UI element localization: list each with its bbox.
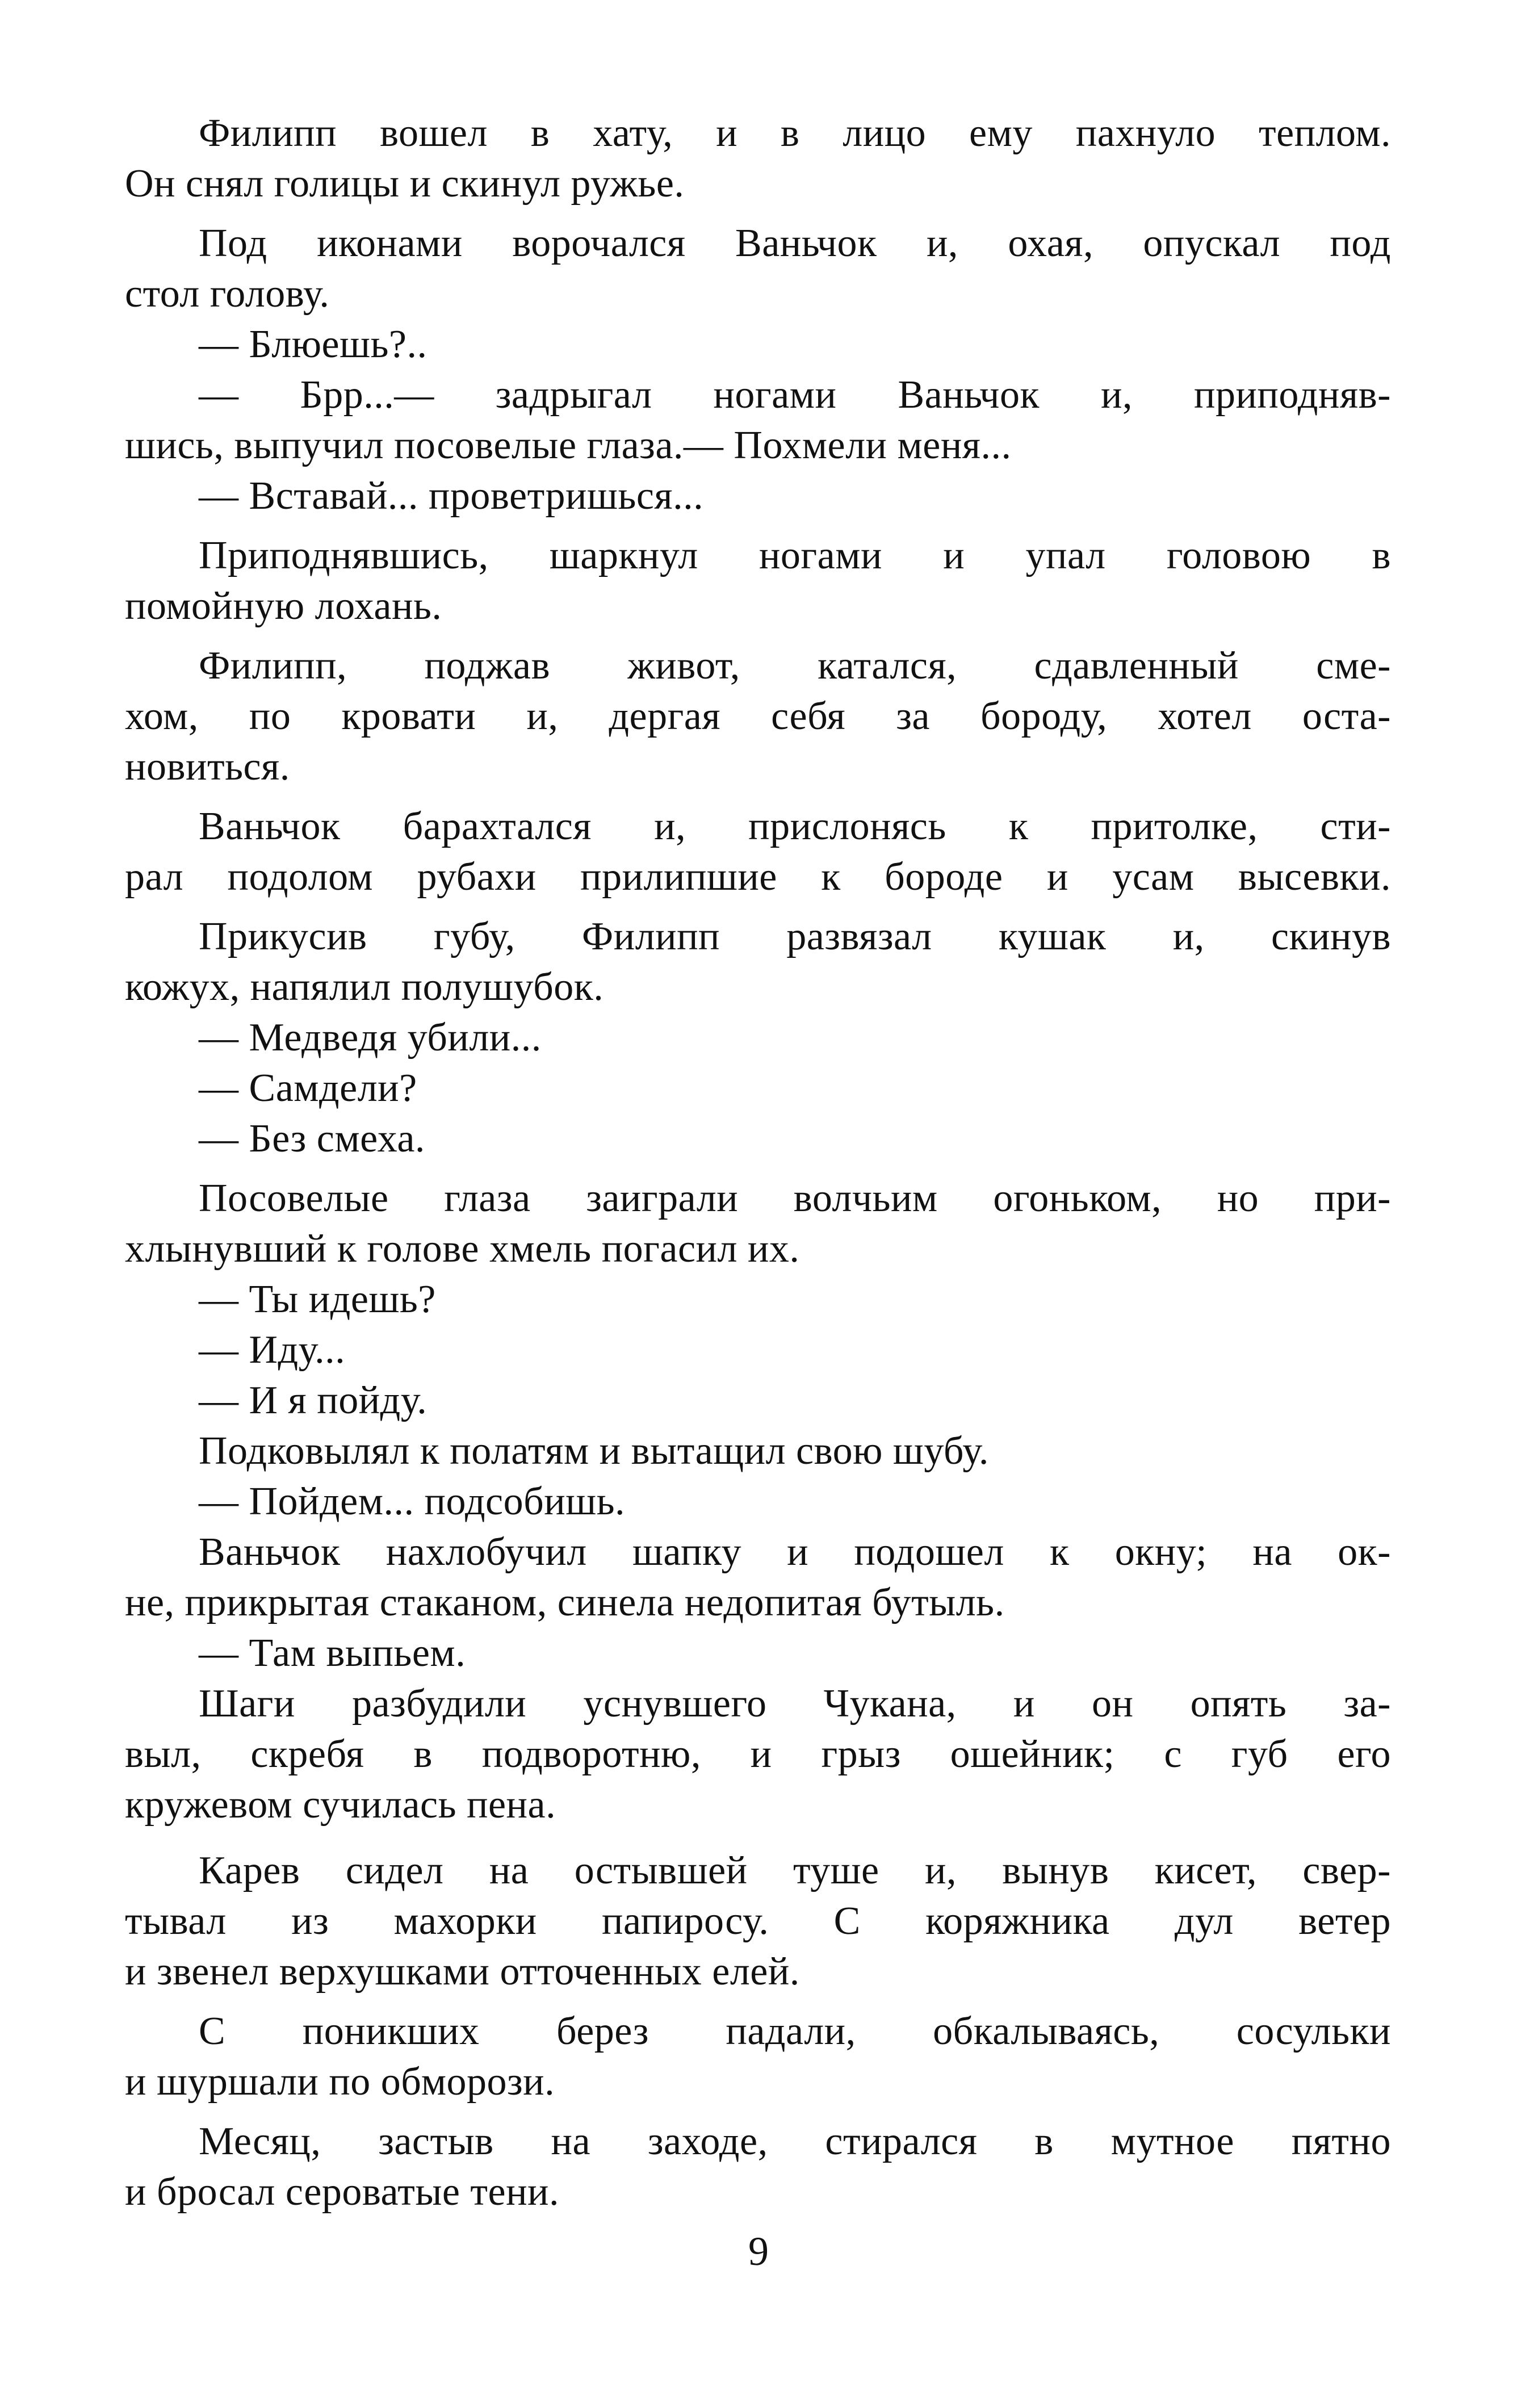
text-line: Он снял голицы и скинул ружье. xyxy=(125,162,685,206)
text-line: — Там выпьем. xyxy=(199,1631,466,1675)
text-line: стол голову. xyxy=(125,272,330,316)
text-line: кожух, напялил полушубок. xyxy=(125,965,604,1009)
text-line: хом, по кровати и, дергая себя за бороду, хотел оста- xyxy=(125,694,1391,738)
text-line: Под иконами ворочался Ваньчок и, охая, опускал под xyxy=(199,221,1391,265)
text-line: Филипп вошел в хату, и в лицо ему пахнуло теплом. xyxy=(199,111,1391,155)
text-line: — Вставай... проветришься... xyxy=(199,474,704,518)
text-line: Подковылял к полатям и вытащил свою шубу. xyxy=(199,1429,989,1473)
text-line: Филипп, поджав живот, катался, сдавленный сме- xyxy=(199,644,1391,688)
text-line: рал подолом рубахи прилипшие к бороде и усам высевки. xyxy=(125,855,1391,899)
text-line: — Без смеха. xyxy=(199,1117,425,1161)
text-line: Посовелые глаза заиграли волчьим огоньком, но при- xyxy=(199,1176,1391,1220)
text-line: шись, выпучил посовелые глаза.— Похмели меня... xyxy=(125,424,1012,467)
text-line: Шаги разбудили уснувшего Чукана, и он опять за- xyxy=(199,1682,1391,1726)
text-line: Ваньчок барахтался и, прислонясь к притолке, сти- xyxy=(199,805,1391,848)
text-line: — Иду... xyxy=(199,1328,346,1372)
text-line: — И я пойду. xyxy=(199,1379,428,1422)
text-line: помойную лохань. xyxy=(125,584,442,628)
text-line: и шуршали по обморози. xyxy=(125,2060,555,2104)
text-line: и бросал сероватые тени. xyxy=(125,2170,560,2214)
text-line: Ваньчок нахлобучил шапку и подошел к окну; на ок- xyxy=(199,1530,1391,1574)
text-line: выл, скребя в подворотню, и грыз ошейник; с губ его xyxy=(125,1732,1391,1776)
text-line: — Брр...— задрыгал ногами Ваньчок и, приподняв- xyxy=(199,373,1391,417)
text-line: новиться. xyxy=(125,745,290,789)
text-section-1 xyxy=(125,108,1391,1830)
text-line: Прикусив губу, Филипп развязал кушак и, скинув xyxy=(199,915,1391,958)
text-line: — Пойдем... подсобишь. xyxy=(199,1480,626,1523)
text-line: — Ты идешь? xyxy=(199,1278,436,1321)
text-section-2 xyxy=(125,1845,1391,2217)
text-line: С поникших берез падали, обкалываясь, сосульки xyxy=(199,2009,1391,2053)
text-line: и звенел верхушками отточенных елей. xyxy=(125,1950,800,1994)
text-line: тывал из махорки папиросу. С коряжника дул ветер xyxy=(125,1899,1391,1943)
text-line: — Блюешь?.. xyxy=(199,323,428,366)
page-number: 9 xyxy=(748,2229,769,2274)
text-line: — Самдели? xyxy=(199,1066,417,1110)
text-line: не, прикрытая стаканом, синела недопитая бутыль. xyxy=(125,1581,1005,1624)
text-line: Карев сидел на остывшей туше и, вынув кисет, свер- xyxy=(199,1849,1391,1892)
text-line: Месяц, застыв на заходе, стирался в мутное пятно xyxy=(199,2120,1391,2163)
text-line: хлынувший к голове хмель погасил их. xyxy=(125,1227,800,1271)
text-line: Приподнявшись, шаркнул ногами и упал головою в xyxy=(199,534,1391,577)
text-line: кружевом сучилась пена. xyxy=(125,1783,556,1827)
text-line: — Медведя убили... xyxy=(199,1016,542,1059)
